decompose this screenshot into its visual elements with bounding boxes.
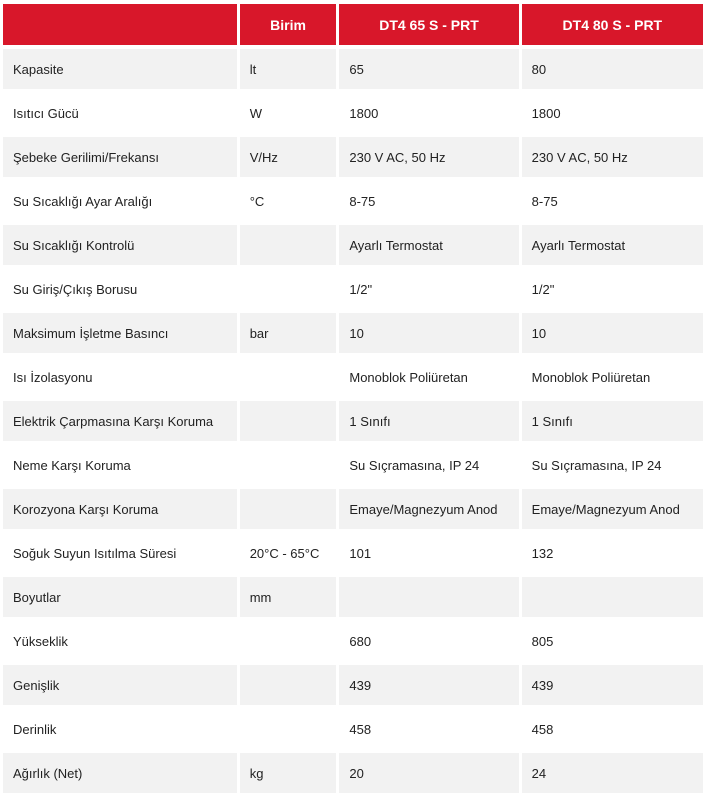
spec-unit-cell [240, 621, 337, 661]
model-b-value-cell: 132 [522, 533, 703, 573]
table-row [3, 533, 703, 573]
table-row [3, 621, 703, 661]
spec-label-cell: Yükseklik [3, 621, 237, 661]
model-a-value-cell: 680 [339, 621, 518, 661]
table-row [3, 181, 703, 221]
spec-label-cell: Soğuk Suyun Isıtılma Süresi [3, 533, 237, 573]
spec-label-cell: Şebeke Gerilimi/Frekansı [3, 137, 237, 177]
model-b-value-cell: Su Sıçramasına, IP 24 [522, 445, 703, 485]
spec-label-cell: Boyutlar [3, 577, 237, 617]
header-corner-cell [3, 4, 237, 45]
model-b-value-cell: Monoblok Poliüretan [522, 357, 703, 397]
spec-unit-cell: mm [240, 577, 337, 617]
spec-unit-cell [240, 489, 337, 529]
spec-label-cell: Su Sıcaklığı Kontrolü [3, 225, 237, 265]
model-a-value-cell: 1 Sınıfı [339, 401, 518, 441]
spec-unit-cell [240, 665, 337, 705]
table-row [3, 313, 703, 353]
model-a-value-cell: 1/2" [339, 269, 518, 309]
model-a-value-cell [339, 577, 518, 617]
spec-label-cell: Su Sıcaklığı Ayar Aralığı [3, 181, 237, 221]
spec-unit-cell [240, 269, 337, 309]
table-row [3, 577, 703, 617]
model-b-value-cell: Emaye/Magnezyum Anod [522, 489, 703, 529]
model-b-value-cell: 10 [522, 313, 703, 353]
spec-label-cell: Kapasite [3, 49, 237, 89]
spec-unit-cell [240, 445, 337, 485]
table-row [3, 665, 703, 705]
table-row [3, 445, 703, 485]
model-a-value-cell: Monoblok Poliüretan [339, 357, 518, 397]
header-unit: Birim [240, 4, 337, 45]
table-row [3, 489, 703, 529]
spec-unit-cell: 20°C - 65°C [240, 533, 337, 573]
table-row [3, 709, 703, 749]
model-a-value-cell: 65 [339, 49, 518, 89]
spec-label-cell: Isıtıcı Gücü [3, 93, 237, 133]
table-row [3, 137, 703, 177]
model-b-value-cell [522, 577, 703, 617]
spec-unit-cell: W [240, 93, 337, 133]
header-model-a: DT4 65 S - PRT [339, 4, 518, 45]
header-model-b: DT4 80 S - PRT [522, 4, 703, 45]
spec-label-cell: Isı İzolasyonu [3, 357, 237, 397]
model-b-value-cell: 230 V AC, 50 Hz [522, 137, 703, 177]
table-row [3, 401, 703, 441]
model-b-value-cell: 1 Sınıfı [522, 401, 703, 441]
table-row [3, 49, 703, 89]
table-row [3, 269, 703, 309]
table-row [3, 225, 703, 265]
model-a-value-cell: 101 [339, 533, 518, 573]
spec-unit-cell [240, 401, 337, 441]
table-row [3, 753, 703, 793]
model-b-value-cell: 24 [522, 753, 703, 793]
spec-unit-cell [240, 225, 337, 265]
table-header-row [3, 4, 703, 45]
model-a-value-cell: 458 [339, 709, 518, 749]
spec-label-cell: Korozyona Karşı Koruma [3, 489, 237, 529]
model-a-value-cell: 20 [339, 753, 518, 793]
spec-unit-cell [240, 357, 337, 397]
spec-label-cell: Su Giriş/Çıkış Borusu [3, 269, 237, 309]
spec-unit-cell: °C [240, 181, 337, 221]
model-b-value-cell: 8-75 [522, 181, 703, 221]
model-a-value-cell: 1800 [339, 93, 518, 133]
table-row [3, 357, 703, 397]
model-b-value-cell: Ayarlı Termostat [522, 225, 703, 265]
spec-unit-cell: V/Hz [240, 137, 337, 177]
spec-unit-cell [240, 709, 337, 749]
spec-table-body [3, 49, 703, 793]
model-b-value-cell: 439 [522, 665, 703, 705]
model-b-value-cell: 80 [522, 49, 703, 89]
table-row [3, 93, 703, 133]
model-b-value-cell: 1800 [522, 93, 703, 133]
spec-label-cell: Ağırlık (Net) [3, 753, 237, 793]
model-a-value-cell: 230 V AC, 50 Hz [339, 137, 518, 177]
model-a-value-cell: 439 [339, 665, 518, 705]
spec-label-cell: Elektrik Çarpmasına Karşı Koruma [3, 401, 237, 441]
spec-label-cell: Derinlik [3, 709, 237, 749]
model-a-value-cell: Emaye/Magnezyum Anod [339, 489, 518, 529]
model-b-value-cell: 1/2" [522, 269, 703, 309]
spec-unit-cell: kg [240, 753, 337, 793]
model-a-value-cell: 10 [339, 313, 518, 353]
model-b-value-cell: 458 [522, 709, 703, 749]
model-a-value-cell: Su Sıçramasına, IP 24 [339, 445, 518, 485]
model-a-value-cell: Ayarlı Termostat [339, 225, 518, 265]
model-b-value-cell: 805 [522, 621, 703, 661]
spec-label-cell: Neme Karşı Koruma [3, 445, 237, 485]
spec-label-cell: Genişlik [3, 665, 237, 705]
spec-label-cell: Maksimum İşletme Basıncı [3, 313, 237, 353]
spec-unit-cell: lt [240, 49, 337, 89]
spec-unit-cell: bar [240, 313, 337, 353]
model-a-value-cell: 8-75 [339, 181, 518, 221]
